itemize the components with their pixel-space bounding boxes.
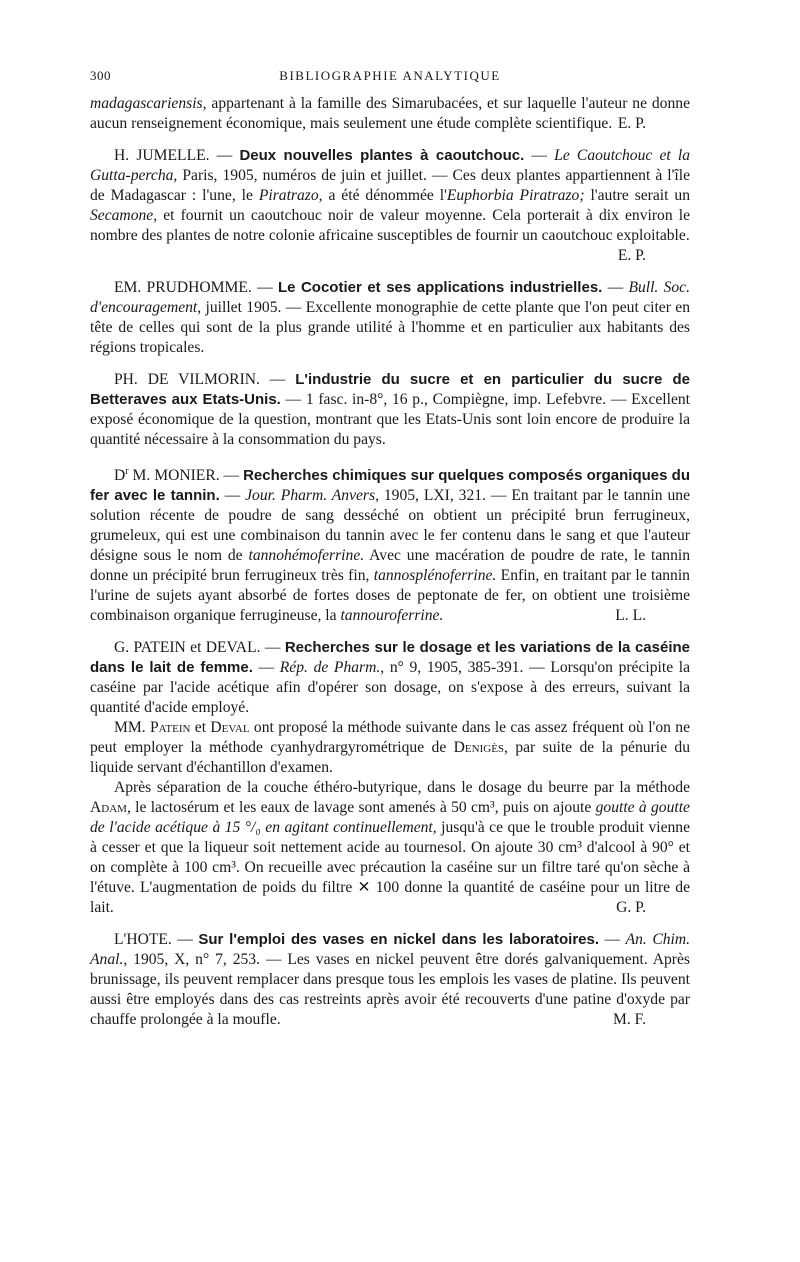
person-name: Deval — [210, 719, 250, 737]
entry-text: , le lactosérum et les eaux de lavage sont amenés à 50 cm³, puis on ajoute — [126, 799, 596, 817]
entry-italic: tannosplénoferrine. — [373, 567, 497, 585]
entry-title: Recherches sur le dosage et les variations de la caséine dans le lait de femme. — [90, 639, 691, 677]
entry-text: jusqu'à ce que le trouble produit vienne à cesser et que la liqueur soit nettement acide au tournesol. On ajoute 30 cm³ d'alcool à 90° et on complète à 100 cm³. On recueille avec précaution la caséine sur un filtre taré qu'on sèche à l'étuve. L'augmentation de poids du filtre ✕ 100 donne la quantité de caséine pour un litre de lait. — [90, 819, 691, 917]
entry-text: l'autre serait un — [584, 187, 690, 204]
entry-dash: — — [602, 279, 629, 296]
entry-lhote — [90, 930, 690, 1030]
entry-text: appartenant à la famille des Simarubacées, et sur laquelle l'auteur ne donne aucun renseignement économique, mais seulement une étude complète scientifique. — [90, 95, 690, 132]
entry-italic: Euphorbia Piratrazo; — [446, 187, 585, 204]
entry-journal: An. Chim. Anal., — [90, 931, 691, 969]
person-name: Denigès — [453, 739, 505, 757]
entry-signature: L. L. — [615, 607, 646, 625]
entry-text: Avec une macération de poudre de rate, le tannin donne un précipité brun ferrugineux très fin, — [90, 547, 691, 585]
entry-dash: — — [599, 931, 626, 949]
person-name: Adam — [90, 799, 127, 817]
entry-title: Le Cocotier et ses applications industrielles. — [277, 279, 603, 296]
entry-prudhomme — [90, 278, 690, 358]
entry-title: Sur l'emploi des vases en nickel dans les laboratoires. — [198, 931, 600, 949]
entry-author-sup: r — [125, 466, 129, 477]
entry-text: — 1 fasc. in-8°, 16 p., Compiègne, imp. Lefebvre. — Excellent exposé économique de la question, montrant que les Etats-Unis sont loin encore de produire la quantité nécessaire à la consommation du pays. — [90, 391, 690, 448]
entry-author: M. MONIER. — — [128, 467, 244, 485]
entry-dash: — — [252, 659, 280, 677]
entry-text: 1905, LXI, 321. — En traitant par le tannin une solution récente de poudre de sang desséché on obtient un précipité brun ferrugineux, grumeleux, qui est une combinaison du tannin avec le fer contenu dans le sang et que l'auteur désigne sous le nom de — [90, 487, 690, 565]
entry-author: L'HOTE. — — [114, 931, 199, 949]
entry-text: MM. — [114, 719, 150, 737]
running-header — [90, 66, 690, 88]
entry-journal: Bull. Soc. d'encouragement, — [90, 279, 690, 316]
entry-text: Après séparation de la couche éthéro-butyrique, dans le dosage du beurre par la méthode — [114, 779, 690, 797]
running-title: BIBLIOGRAPHIE ANALYTIQUE — [279, 68, 501, 83]
entry-signature: E. P. — [617, 247, 646, 264]
entry-journal: Le Caoutchouc et la Gutta-percha, — [90, 147, 690, 184]
entry-italic: Secamone, — [90, 207, 158, 224]
entry-author: EM. PRUDHOMME. — — [114, 279, 278, 296]
entry-author: G. PATEIN et DEVAL. — — [114, 639, 285, 657]
entry-vilmorin — [90, 370, 690, 450]
entry-text: a été dénommée l' — [322, 187, 447, 204]
entry-title: L'industrie du sucre et en particulier du sucre de Betteraves aux Etats-Unis. — [90, 371, 690, 408]
entry-journal: Rép. de Pharm., — [279, 659, 385, 677]
entry-text: 1905, X, n° 7, 253. — Les vases en nickel peuvent être dorés galvaniquement. Après brunissage, ils peuvent remplacer dans presque tous les emplois les vases de platine. Ils peuvent aussi être employés dans des cas restreints après avoir été recouverts d'une patine d'oxyde par chauffe prolongée à la moufle. — [90, 951, 690, 1029]
entry-signature: M. F. — [613, 1011, 646, 1029]
entry-text: et fournit un caoutchouc noir de valeur moyenne. Cela porterait à dix environ le nombre des plantes de notre colonie africaine susceptibles de fournir un caoutchouc exploitable. — [90, 207, 690, 244]
entry-journal: Jour. Pharm. Anvers, — [245, 487, 379, 505]
entry-text: et — [190, 719, 211, 737]
entry-author: H. JUMELLE. — — [114, 147, 240, 164]
entry-continuation — [90, 94, 690, 134]
species-name: madagascariensis, — [90, 95, 207, 112]
entry-patein — [90, 638, 690, 918]
entry-signature: G. P. — [616, 899, 646, 917]
page-number: 300 — [90, 68, 111, 83]
entry-monier — [90, 462, 690, 626]
entry-text: Paris, 1905, numéros de juin et juillet. — Ces deux plantes appartiennent à l'île de Madagascar : l'une, le — [90, 167, 690, 204]
entry-italic: Piratrazo, — [258, 187, 323, 204]
entry-author: PH. DE VILMORIN. — — [114, 371, 296, 388]
entry-title: Deux nouvelles plantes à caoutchouc. — [239, 147, 525, 164]
entry-title: Recherches chimiques sur quelques composés organiques du fer avec le tannin. — [90, 467, 690, 505]
page — [90, 66, 690, 1042]
person-name: Patein — [149, 719, 191, 737]
entry-text: ont proposé la méthode suivante dans le cas assez fréquent où l'on ne peut employer la méthode cyanhydrargyrométrique de — [90, 719, 690, 757]
entry-jumelle — [90, 146, 690, 266]
entry-dash: — — [524, 147, 555, 164]
entry-text: juillet 1905. — Excellente monographie de cette plante que l'on peut citer en tête de celles qui sont de la plus grande utilité à l'homme et en particulier aux habitants des régions tropicales. — [90, 299, 690, 356]
entry-dash: — — [219, 487, 246, 505]
entry-italic: tannohémoferrine. — [248, 547, 365, 565]
entry-author: D — [114, 467, 126, 485]
entry-italic: tannouroferrine. — [340, 607, 444, 625]
entry-text: Enfin, en traitant par le tannin l'urine de sujets ayant absorbé de fortes doses de peptonate de fer, on obtient une troisième combinaison organique ferrugineuse, la — [90, 567, 690, 625]
entry-text: n° 9, 1905, 385-391. — Lorsqu'on précipite la caséine par l'acide acétique afin d'opérer son dosage, on s'expose à des erreurs, suivant la quantité d'acide employé. — [90, 659, 691, 717]
entry-text: , par suite de la pénurie du liquide servant d'échantillon d'examen. — [90, 739, 690, 777]
entry-italic: goutte à goutte de l'acide acétique à 15 °/₀ en agitant continuellement, — [90, 799, 690, 837]
entry-signature: E. P. — [617, 115, 646, 132]
